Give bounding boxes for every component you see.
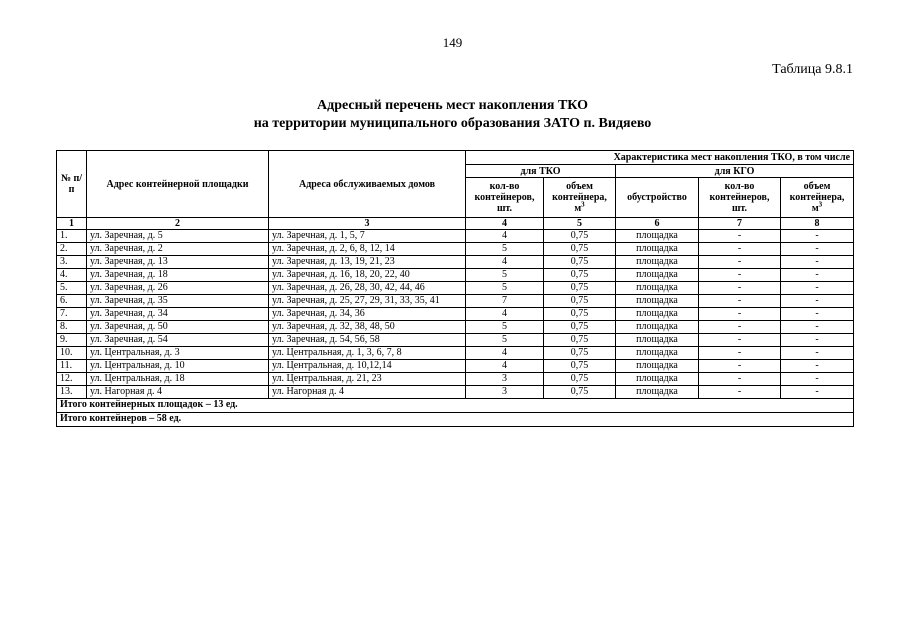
cell-count: 4 [466, 230, 544, 243]
cell-facility: площадка [616, 321, 699, 334]
cell-volume: 0,75 [544, 308, 616, 321]
header-tko: для ТКО [466, 165, 616, 178]
cell-facility: площадка [616, 373, 699, 386]
title-line-2: на территории муниципального образования ЗАТО п. Видяево [253, 116, 652, 131]
cell-facility: площадка [616, 334, 699, 347]
cell-kgo-volume: - [781, 386, 854, 399]
cell-volume: 0,75 [544, 347, 616, 360]
header-count: кол-во контейнеров, шт. [466, 178, 544, 218]
header-houses: Адреса обслуживаемых домов [269, 151, 466, 218]
cell-kgo-volume: - [781, 321, 854, 334]
cell-kgo-volume: - [781, 295, 854, 308]
cell-count: 5 [466, 321, 544, 334]
cell-houses: ул. Заречная, д. 16, 18, 20, 22, 40 [269, 269, 466, 282]
table-title [0, 97, 905, 133]
cell-num: 8. [57, 321, 87, 334]
cell-kgo-volume: - [781, 334, 854, 347]
cell-count: 4 [466, 360, 544, 373]
table-label: Таблица 9.8.1 [772, 62, 853, 77]
cell-facility: площадка [616, 282, 699, 295]
address-register-table [56, 150, 854, 427]
header-address: Адрес контейнерной площадки [87, 151, 269, 218]
cell-kgo-volume: - [781, 308, 854, 321]
cell-address: ул. Заречная, д. 2 [87, 243, 269, 256]
header-kgo: для КГО [616, 165, 854, 178]
page-number: 149 [442, 35, 463, 50]
column-number: 3 [269, 218, 466, 230]
cell-facility: площадка [616, 295, 699, 308]
cell-count: 4 [466, 347, 544, 360]
cell-address: ул. Центральная, д. 18 [87, 373, 269, 386]
cell-kgo-count: - [699, 282, 781, 295]
cell-num: 9. [57, 334, 87, 347]
table-row [57, 230, 854, 243]
column-number: 7 [699, 218, 781, 230]
cell-volume: 0,75 [544, 295, 616, 308]
cell-houses: ул. Заречная, д. 13, 19, 21, 23 [269, 256, 466, 269]
cell-facility: площадка [616, 308, 699, 321]
header-kgo-count: кол-во контейнеров, шт. [699, 178, 781, 218]
cell-kgo-count: - [699, 334, 781, 347]
cell-volume: 0,75 [544, 269, 616, 282]
header-kgo-volume-text: объем контейнера, м [789, 181, 845, 214]
table-row [57, 373, 854, 386]
cell-address: ул. Заречная, д. 50 [87, 321, 269, 334]
cell-num: 1. [57, 230, 87, 243]
cell-kgo-count: - [699, 243, 781, 256]
cell-kgo-count: - [699, 269, 781, 282]
cell-facility: площадка [616, 386, 699, 399]
total-containers-row [57, 413, 854, 427]
cell-count: 5 [466, 334, 544, 347]
cell-facility: площадка [616, 360, 699, 373]
table-row [57, 334, 854, 347]
cell-num: 12. [57, 373, 87, 386]
cell-volume: 0,75 [544, 282, 616, 295]
column-number: 5 [544, 218, 616, 230]
cell-count: 5 [466, 282, 544, 295]
cell-num: 13. [57, 386, 87, 399]
cell-volume: 0,75 [544, 230, 616, 243]
table-row [57, 243, 854, 256]
cell-kgo-volume: - [781, 269, 854, 282]
table-row [57, 321, 854, 334]
column-number: 2 [87, 218, 269, 230]
table-row [57, 256, 854, 269]
cell-address: ул. Заречная, д. 13 [87, 256, 269, 269]
cell-num: 5. [57, 282, 87, 295]
column-number: 6 [616, 218, 699, 230]
cell-kgo-volume: - [781, 243, 854, 256]
cell-kgo-count: - [699, 321, 781, 334]
cell-num: 4. [57, 269, 87, 282]
cell-kgo-volume: - [781, 256, 854, 269]
cell-houses: ул. Центральная, д. 21, 23 [269, 373, 466, 386]
cell-kgo-count: - [699, 386, 781, 399]
column-number: 8 [781, 218, 854, 230]
cell-address: ул. Заречная, д. 54 [87, 334, 269, 347]
cell-num: 7. [57, 308, 87, 321]
cell-address: ул. Заречная, д. 34 [87, 308, 269, 321]
cell-kgo-volume: - [781, 360, 854, 373]
table-row [57, 360, 854, 373]
cell-address: ул. Нагорная д. 4 [87, 386, 269, 399]
cell-facility: площадка [616, 230, 699, 243]
cell-address: ул. Заречная, д. 18 [87, 269, 269, 282]
total-sites-row [57, 399, 854, 413]
cell-kgo-volume: - [781, 282, 854, 295]
header-characteristics: Характеристика мест накопления ТКО, в том числе [466, 151, 854, 165]
cell-houses: ул. Заречная, д. 25, 27, 29, 31, 33, 35, 41 [269, 295, 466, 308]
table-row [57, 308, 854, 321]
cell-num: 3. [57, 256, 87, 269]
cell-facility: площадка [616, 256, 699, 269]
cell-kgo-count: - [699, 373, 781, 386]
cell-address: ул. Заречная, д. 26 [87, 282, 269, 295]
cell-facility: площадка [616, 347, 699, 360]
table-row [57, 269, 854, 282]
cell-num: 10. [57, 347, 87, 360]
cell-num: 11. [57, 360, 87, 373]
column-number: 1 [57, 218, 87, 230]
column-number-row [57, 218, 854, 230]
cell-address: ул. Заречная, д. 35 [87, 295, 269, 308]
cell-houses: ул. Центральная, д. 10,12,14 [269, 360, 466, 373]
header-volume-text: объем контейнера, м [552, 181, 607, 214]
total-containers: Итого контейнеров – 58 ед. [57, 413, 854, 427]
cell-houses: ул. Заречная, д. 32, 38, 48, 50 [269, 321, 466, 334]
cell-num: 2. [57, 243, 87, 256]
table-row [57, 282, 854, 295]
cell-count: 3 [466, 386, 544, 399]
table-row [57, 386, 854, 399]
cell-address: ул. Центральная, д. 10 [87, 360, 269, 373]
cell-kgo-count: - [699, 256, 781, 269]
cell-count: 5 [466, 243, 544, 256]
cell-houses: ул. Заречная, д. 26, 28, 30, 42, 44, 46 [269, 282, 466, 295]
cell-count: 4 [466, 308, 544, 321]
cell-address: ул. Центральная, д. 3 [87, 347, 269, 360]
cell-houses: ул. Заречная, д. 1, 5, 7 [269, 230, 466, 243]
cell-volume: 0,75 [544, 386, 616, 399]
cell-houses: ул. Центральная, д. 1, 3, 6, 7, 8 [269, 347, 466, 360]
header-facility: обустройство [616, 178, 699, 218]
cell-houses: ул. Заречная, д. 34, 36 [269, 308, 466, 321]
cell-facility: площадка [616, 243, 699, 256]
cell-houses: ул. Заречная, д. 2, 6, 8, 12, 14 [269, 243, 466, 256]
header-volume-exp: 3 [581, 200, 585, 209]
cell-houses: ул. Нагорная д. 4 [269, 386, 466, 399]
cell-kgo-volume: - [781, 230, 854, 243]
cell-num: 6. [57, 295, 87, 308]
cell-volume: 0,75 [544, 321, 616, 334]
cell-kgo-volume: - [781, 347, 854, 360]
cell-kgo-count: - [699, 347, 781, 360]
header-volume [544, 178, 616, 218]
table-row [57, 295, 854, 308]
cell-kgo-volume: - [781, 373, 854, 386]
cell-kgo-count: - [699, 295, 781, 308]
cell-count: 4 [466, 256, 544, 269]
cell-count: 5 [466, 269, 544, 282]
cell-kgo-count: - [699, 230, 781, 243]
cell-kgo-count: - [699, 360, 781, 373]
cell-volume: 0,75 [544, 360, 616, 373]
header-num: № п/п [57, 151, 87, 218]
header-kgo-volume [781, 178, 854, 218]
cell-count: 3 [466, 373, 544, 386]
cell-address: ул. Заречная, д. 5 [87, 230, 269, 243]
header-kgo-volume-exp: 3 [818, 200, 823, 209]
cell-volume: 0,75 [544, 256, 616, 269]
table-row [57, 347, 854, 360]
cell-volume: 0,75 [544, 373, 616, 386]
total-sites: Итого контейнерных площадок – 13 ед. [57, 399, 854, 413]
cell-houses: ул. Заречная, д. 54, 56, 58 [269, 334, 466, 347]
cell-count: 7 [466, 295, 544, 308]
cell-kgo-count: - [699, 308, 781, 321]
cell-facility: площадка [616, 269, 699, 282]
cell-volume: 0,75 [544, 334, 616, 347]
cell-volume: 0,75 [544, 243, 616, 256]
title-line-1: Адресный перечень мест накопления ТКО [317, 98, 588, 113]
column-number: 4 [466, 218, 544, 230]
